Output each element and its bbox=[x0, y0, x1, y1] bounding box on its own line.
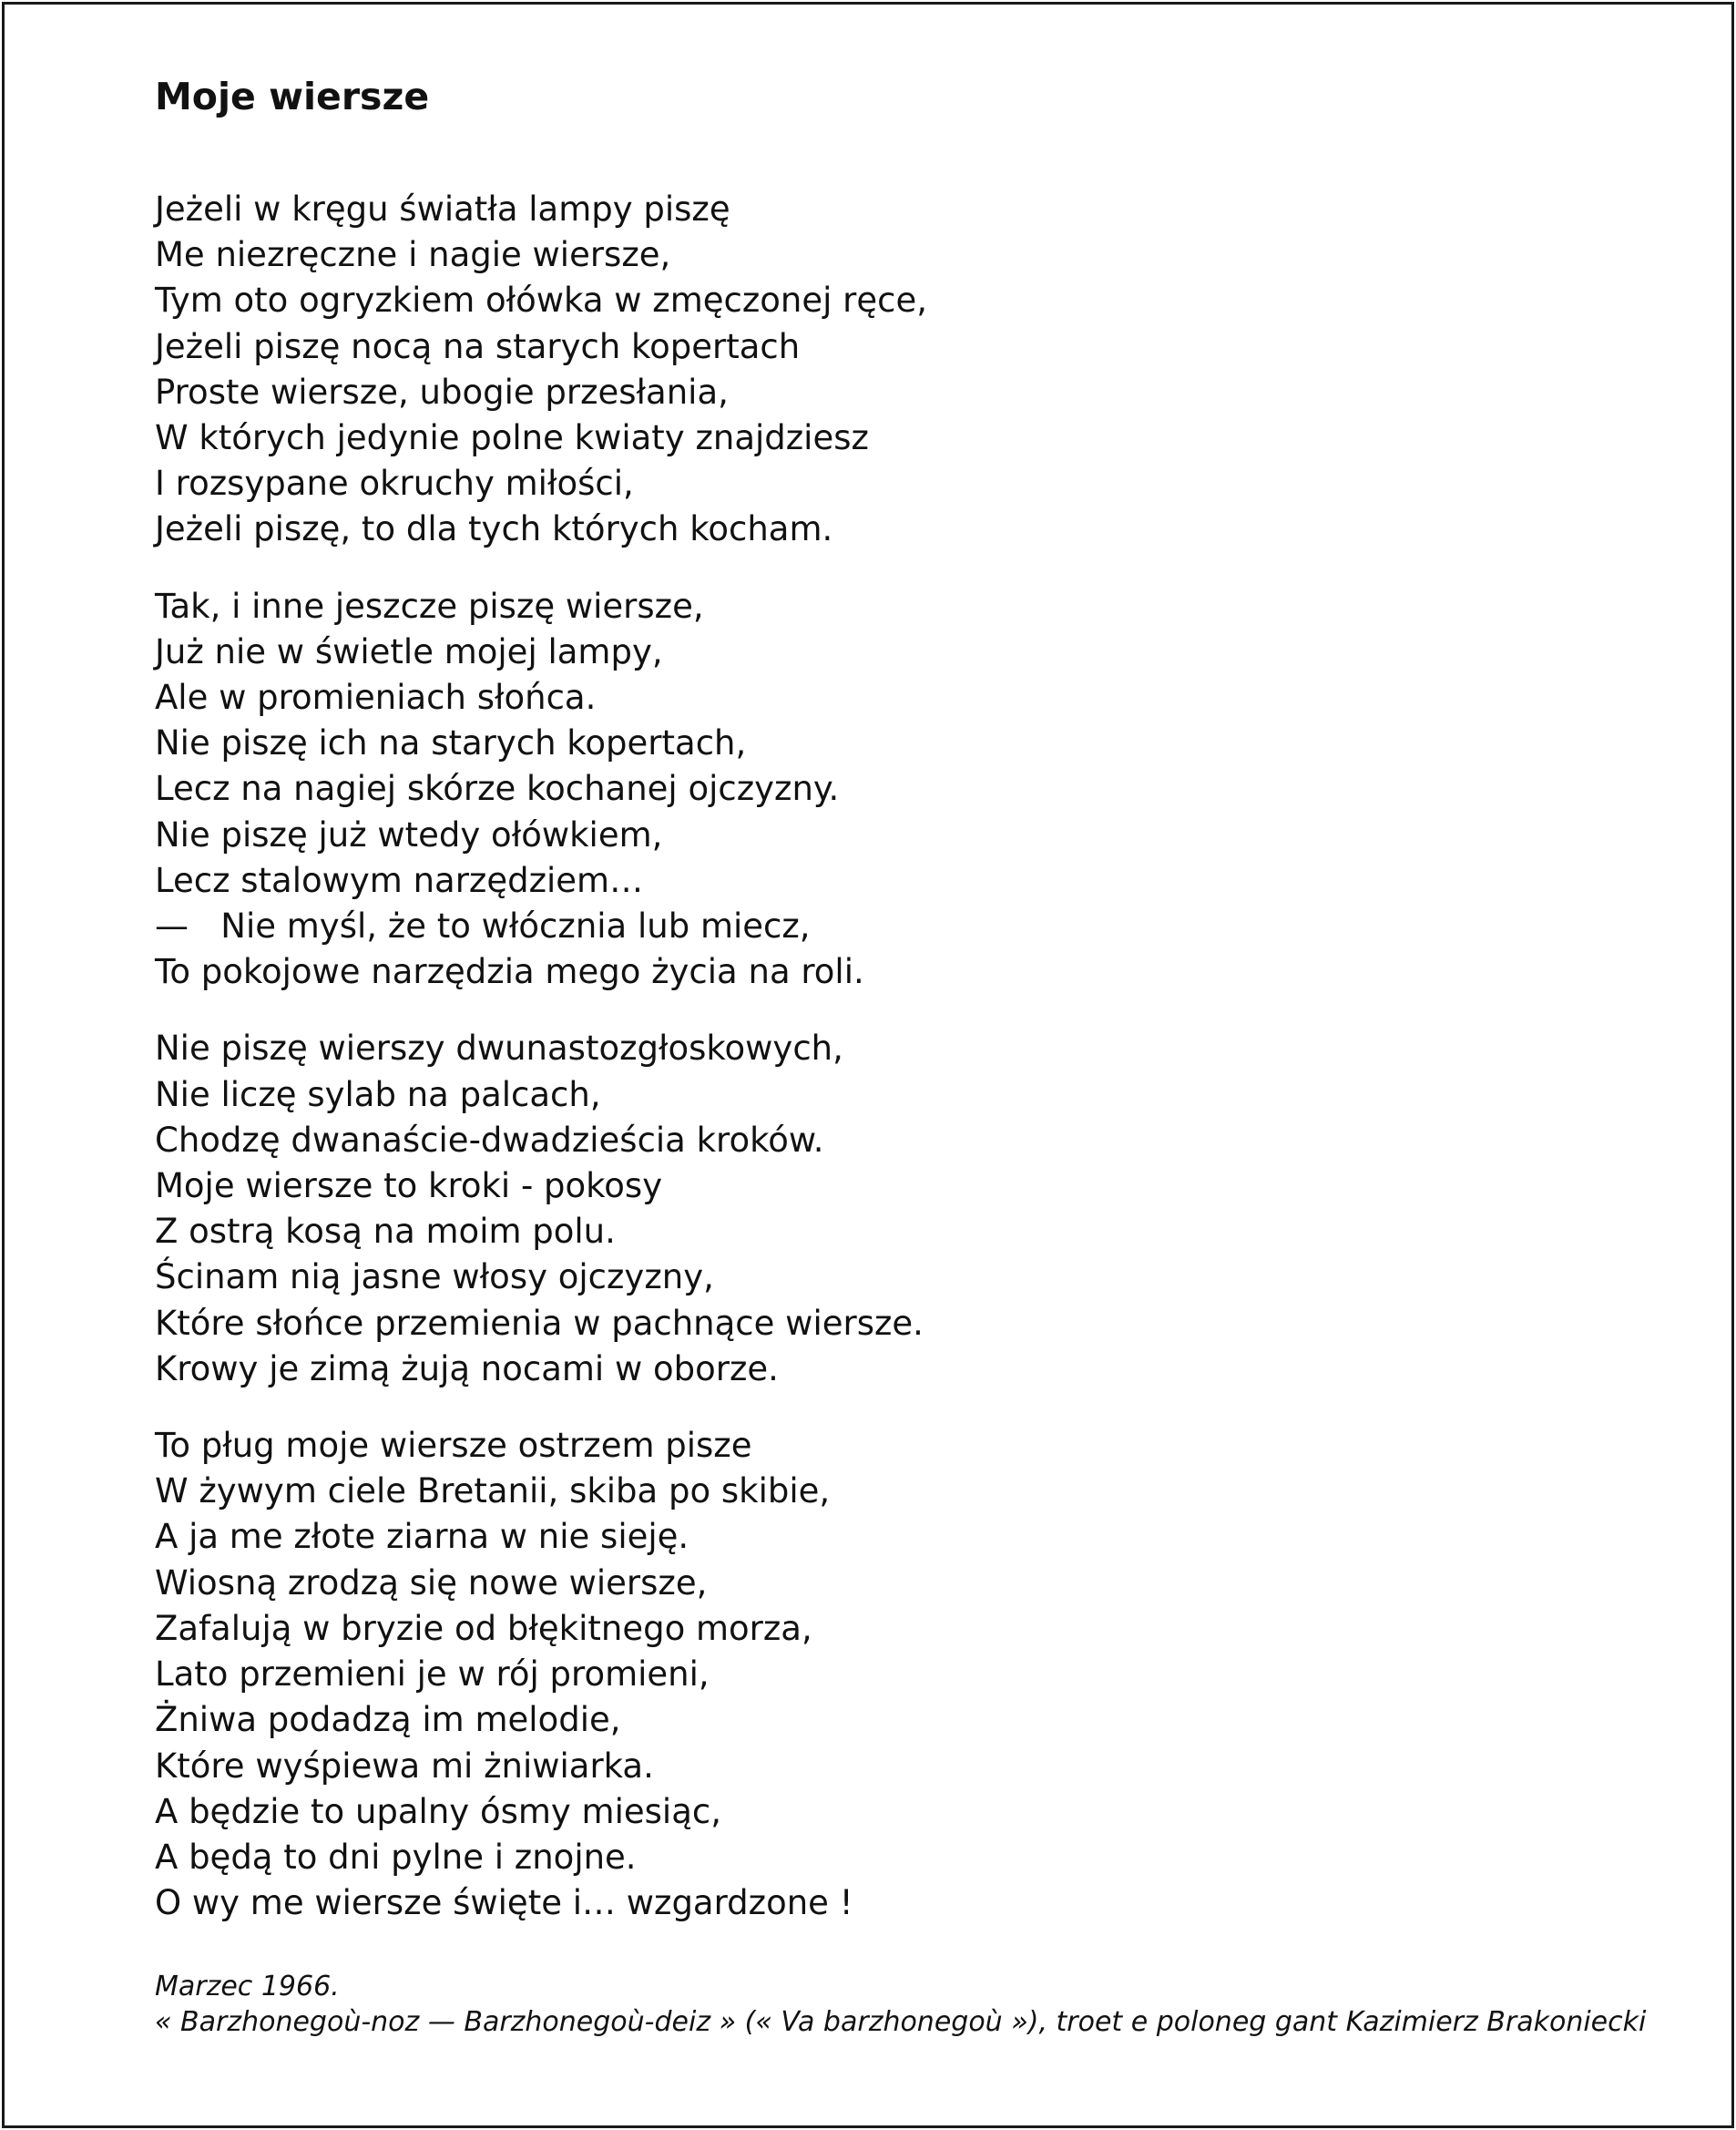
poem-line: Chodzę dwanaście-dwadzieścia kroków. bbox=[155, 1120, 824, 1160]
poem-line: A będzie to upalny ósmy miesiąc, bbox=[155, 1791, 721, 1831]
poem-title: Moje wiersze bbox=[155, 75, 430, 118]
poem-line: O wy me wiersze święte i… wzgardzone ! bbox=[155, 1883, 853, 1923]
stanza-2 bbox=[155, 584, 1685, 996]
poem-line: W żywym ciele Bretanii, skiba po skibie, bbox=[155, 1471, 831, 1511]
stanza-3 bbox=[155, 1026, 1685, 1392]
poem-line: To pokojowe narzędzia mego życia na roli. bbox=[155, 952, 864, 992]
poem-line: Proste wiersze, ubogie przesłania, bbox=[155, 372, 729, 412]
poem-line: Jeżeli piszę nocą na starych kopertach bbox=[155, 326, 801, 366]
stanza-4 bbox=[155, 1423, 1685, 1926]
footer-date: Marzec 1966. bbox=[155, 1971, 340, 2003]
poem-line: Które wyśpiewa mi żniwiarka. bbox=[155, 1746, 654, 1786]
poem-line: Lecz na nagiej skórze kochanej ojczyzny. bbox=[155, 769, 840, 809]
poem-line: A ja me złote ziarna w nie sieję. bbox=[155, 1517, 689, 1557]
poem-line: Lecz stalowym narzędziem… bbox=[155, 860, 644, 900]
poem-line: Nie liczę sylab na palcach, bbox=[155, 1074, 601, 1114]
poem-line: Lato przemieni je w rój promieni, bbox=[155, 1654, 710, 1695]
poem-line: To pług moje wiersze ostrzem pisze bbox=[155, 1426, 752, 1466]
poem-line: — Nie myśl, że to włócznia lub miecz, bbox=[155, 906, 811, 947]
poem-line: Tym oto ogryzkiem ołówka w zmęczonej ręce, bbox=[155, 281, 928, 321]
poem-document bbox=[155, 69, 1685, 2040]
poem-line: Nie piszę wierszy dwunastozgłoskowych, bbox=[155, 1029, 843, 1069]
poem-line: A będą to dni pylne i znojne. bbox=[155, 1837, 637, 1877]
poem-footer bbox=[155, 1969, 1685, 2040]
poem-line: Żniwa podadzą im melodie, bbox=[155, 1700, 621, 1740]
poem-line: Me niezręczne i nagie wiersze, bbox=[155, 235, 671, 275]
poem-line: Ścinam nią jasne włosy ojczyzny, bbox=[155, 1257, 714, 1297]
poem-line: Tak, i inne jeszcze piszę wiersze, bbox=[155, 586, 704, 626]
poem-line: W których jedynie polne kwiaty znajdziesz bbox=[155, 418, 869, 458]
poem-line: Moje wiersze to kroki - pokosy bbox=[155, 1166, 663, 1206]
poem-line: Już nie w świetle mojej lampy, bbox=[155, 631, 663, 671]
poem-line: Nie piszę już wtedy ołówkiem, bbox=[155, 814, 663, 855]
poem-line: Z ostrą kosą na moim polu. bbox=[155, 1212, 616, 1252]
stanza-1 bbox=[155, 187, 1685, 553]
footer-source-citation: « Barzhonegoù-noz — Barzhonegoù-deiz » (« Va barzhonegoù »), troet e poloneg gant Kazimierz Brakoniecki bbox=[155, 2006, 1647, 2039]
poem-line: Jeżeli piszę, to dla tych których kocham. bbox=[155, 509, 833, 549]
poem-line: Ale w promieniach słońca. bbox=[155, 678, 597, 718]
poem-line: Nie piszę ich na starych kopertach, bbox=[155, 723, 747, 763]
poem-line: Krowy je zimą żują nocami w oborze. bbox=[155, 1348, 779, 1388]
poem-line: Które słońce przemienia w pachnące wiersze. bbox=[155, 1303, 924, 1343]
poem-line: Zafalują w bryzie od błękitnego morza, bbox=[155, 1608, 812, 1648]
poem-line: I rozsypane okruchy miłości, bbox=[155, 464, 634, 504]
poem-line: Wiosną zrodzą się nowe wiersze, bbox=[155, 1562, 708, 1603]
poem-line: Jeżeli w kręgu światła lampy piszę bbox=[155, 189, 730, 229]
